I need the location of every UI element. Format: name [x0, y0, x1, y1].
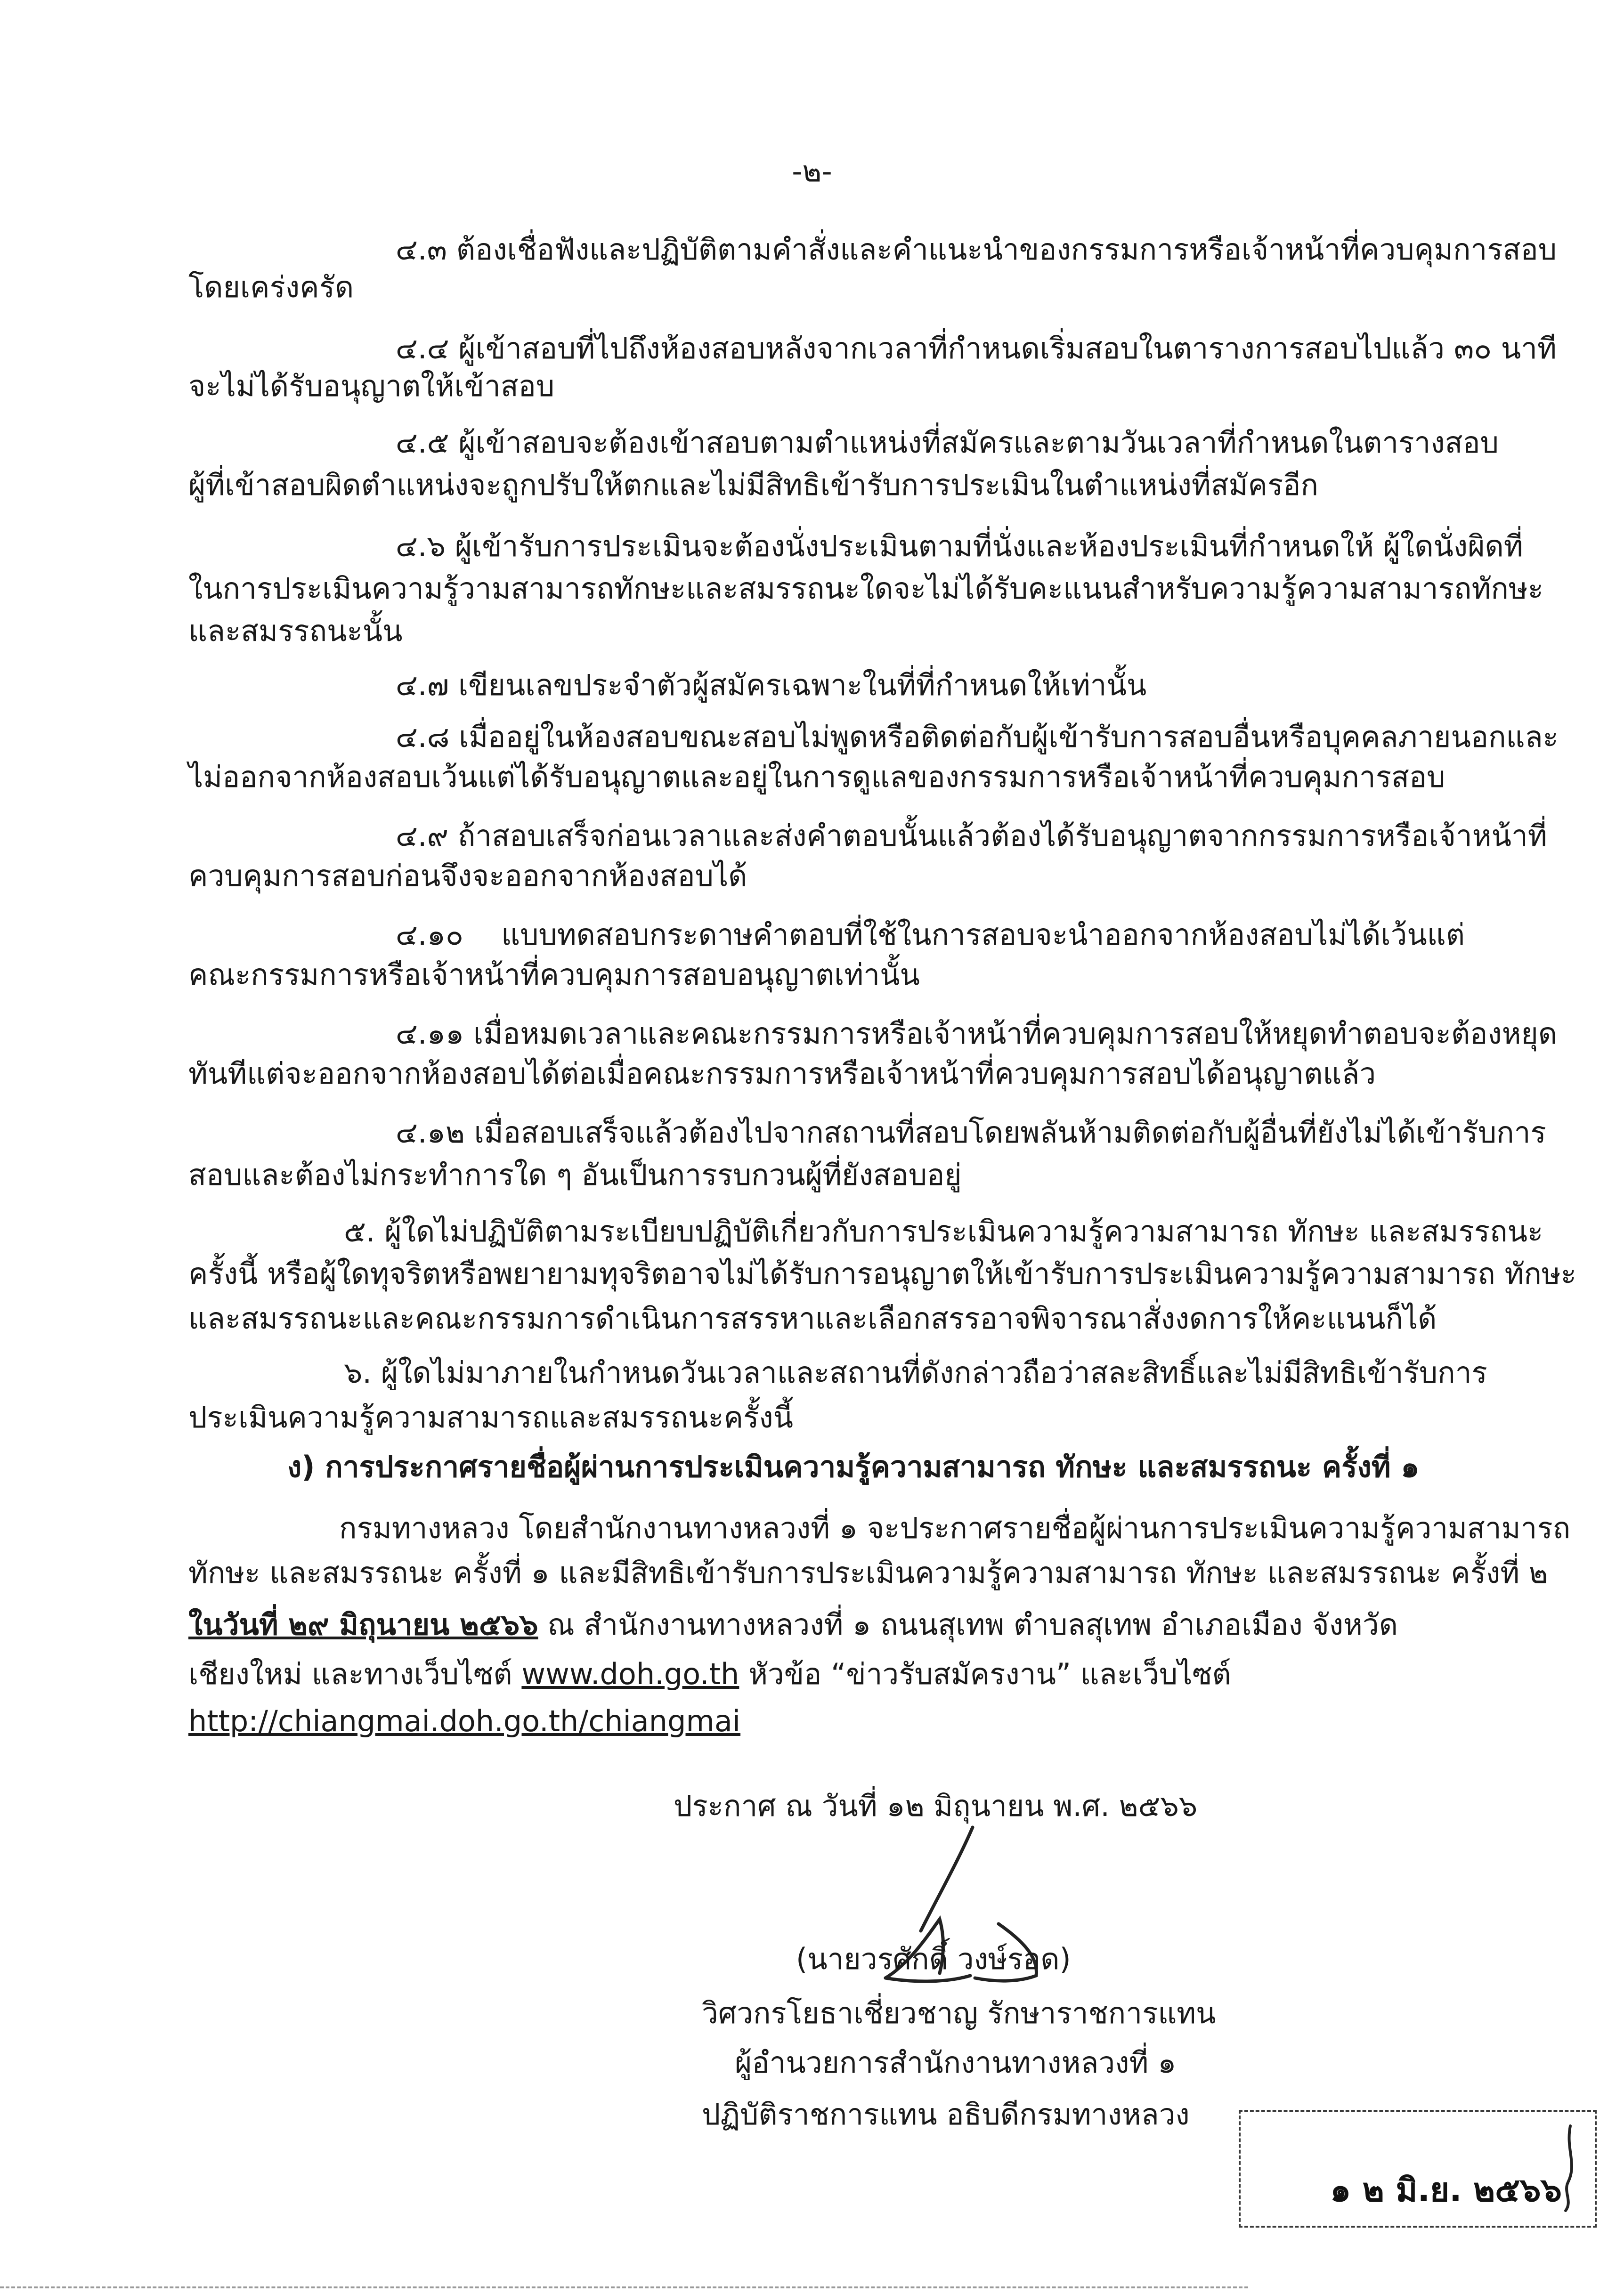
paragraph-5-line-2: ครั้งนี้ หรือผู้ใดทุจริตหรือพยายามทุจริตอาจไม่ได้รับการอนุญาตให้เข้ารับการประเมินความรู้ความสามารถ ทักษะ — [188, 1256, 1577, 1291]
paragraph-4-6-line-1: ๔.๖ ผู้เข้ารับการประเมินจะต้องนั่งประเมินตามที่นั่งและห้องประเมินที่กำหนดให้ ผู้ใดนั่งผิดที่ — [396, 529, 1523, 563]
paragraph-6-line-2: ประเมินความรู้ความสามารถและสมรรถนะครั้งนี้ — [188, 1400, 794, 1435]
announce-line-2: ทักษะ และสมรรถนะ ครั้งที่ ๑ และมีสิทธิเข้ารับการประเมินความรู้ความสามารถ ทักษะ และสมรรถนะ ครั้งที่ ๒ — [188, 1556, 1548, 1590]
announce-date-underlined: ในวันที่ ๒๙ มิถุนายน ๒๕๖๖ — [188, 1607, 538, 1642]
paragraph-4-9-line-1: ๔.๙ ถ้าสอบเสร็จก่อนเวลาและส่งคำตอบนั้นแล้วต้องได้รับอนุญาตจากกรรมการหรือเจ้าหน้าที่ — [396, 819, 1547, 853]
stamp-initial-mark — [1551, 2121, 1589, 2215]
website-link-chiangmai[interactable]: http://chiangmai.doh.go.th/chiangmai — [188, 1704, 741, 1738]
page-number: -๒- — [792, 154, 832, 188]
paragraph-4-6-line-3: และสมรรถนะนั้น — [188, 614, 403, 648]
paragraph-4-10-line-1: ๔.๑๐ แบบทดสอบกระดาษคำตอบที่ใช้ในการสอบจะนำออกจากห้องสอบไม่ได้เว้นแต่ — [396, 917, 1465, 952]
signer-title-1: วิศวกรโยธาเชี่ยวชาญ รักษาราชการแทน — [702, 1996, 1216, 2030]
receipt-stamp — [1239, 2110, 1597, 2228]
paragraph-4-10-line-2: คณะกรรมการหรือเจ้าหน้าที่ควบคุมการสอบอนุญาตเท่านั้น — [188, 957, 920, 992]
stamp-date: ๑ ๒ มิ.ย. ๒๕๖๖ — [1330, 2171, 1562, 2209]
paragraph-4-6-line-2: ในการประเมินความรู้วามสามารถทักษะและสมรรถนะใดจะไม่ได้รับคะแนนสำหรับความรู้ความสามารถทักษะ — [188, 571, 1544, 606]
announce-line-1: กรมทางหลวง โดยสำนักงานทางหลวงที่ ๑ จะประกาศรายชื่อผู้ผ่านการประเมินความรู้ความสามารถ — [339, 1511, 1571, 1545]
paragraph-4-8-line-2: ไม่ออกจากห้องสอบเว้นแต่ได้รับอนุญาตและอยู่ในการดูแลของกรรมการหรือเจ้าหน้าที่ควบคุมการสอบ — [188, 760, 1445, 794]
paragraph-5-line-3: และสมรรถนะและคณะกรรมการดำเนินการสรรหาและเลือกสรรอาจพิจารณาสั่งงดการให้คะแนนก็ได้ — [188, 1301, 1437, 1336]
signer-title-2: ผู้อำนวยการสำนักงานทางหลวงที่ ๑ — [735, 2045, 1177, 2080]
section-heading: ง) การประกาศรายชื่อผู้ผ่านการประเมินความรู้ความสามารถ ทักษะ และสมรรถนะ ครั้งที่ ๑ — [287, 1450, 1420, 1484]
announce-line-4-post: หัวข้อ “ข่าวรับสมัครงาน” และเว็บไซต์ — [739, 1657, 1231, 1691]
paragraph-4-12-line-2: สอบและต้องไม่กระทำการใด ๆ อันเป็นการรบกวนผู้ที่ยังสอบอยู่ — [188, 1158, 962, 1192]
paragraph-4-12-line-1: ๔.๑๒ เมื่อสอบเสร็จแล้วต้องไปจากสถานที่สอบโดยพลันห้ามติดต่อกับผู้อื่นที่ยังไม่ได้เข้ารับการ — [396, 1115, 1546, 1150]
paragraph-6-line-1: ๖. ผู้ใดไม่มาภายในกำหนดวันเวลาและสถานที่ดังกล่าวถือว่าสละสิทธิ์และไม่มีสิทธิเข้ารับการ — [344, 1355, 1487, 1390]
paragraph-4-5-line-1: ๔.๕ ผู้เข้าสอบจะต้องเข้าสอบตามตำแหน่งที่สมัครและตามวันเวลาที่กำหนดในตารางสอบ — [396, 425, 1499, 460]
bottom-scan-edge — [0, 2286, 1248, 2288]
website-link-doh[interactable]: www.doh.go.th — [521, 1657, 739, 1691]
paragraph-4-3-line-1: ๔.๓ ต้องเชื่อฟังและปฏิบัติตามคำสั่งและคำแนะนำของกรรมการหรือเจ้าหน้าที่ควบคุมการสอบ — [396, 232, 1557, 267]
paragraph-4-8-line-1: ๔.๘ เมื่ออยู่ในห้องสอบขณะสอบไม่พูดหรือติดต่อกับผู้เข้ารับการสอบอื่นหรือบุคคลภายนอกและ — [396, 720, 1559, 754]
paragraph-4-9-line-2: ควบคุมการสอบก่อนจึงจะออกจากห้องสอบได้ — [188, 859, 747, 893]
signer-name: (นายวรศักดิ์ วงษ์รอด) — [796, 1942, 1071, 1976]
paragraph-4-7-line-1: ๔.๗ เขียนเลขประจำตัวผู้สมัครเฉพาะในที่ที่กำหนดให้เท่านั้น — [396, 668, 1147, 702]
announce-date-line: ประกาศ ณ วันที่ ๑๒ มิถุนายน พ.ศ. ๒๕๖๖ — [674, 1789, 1198, 1823]
announce-line-3-rest: ณ สำนักงานทางหลวงที่ ๑ ถนนสุเทพ ตำบลสุเทพ อำเภอเมือง จังหวัด — [538, 1607, 1398, 1642]
signer-title-3: ปฏิบัติราชการแทน อธิบดีกรมทางหลวง — [702, 2097, 1190, 2132]
paragraph-4-11-line-2: ทันทีแต่จะออกจากห้องสอบได้ต่อเมื่อคณะกรรมการหรือเจ้าหน้าที่ควบคุมการสอบได้อนุญาตแล้ว — [188, 1056, 1376, 1091]
announce-line-4-pre: เชียงใหม่ และทางเว็บไซต์ — [188, 1657, 522, 1691]
paragraph-4-11-line-1: ๔.๑๑ เมื่อหมดเวลาและคณะกรรมการหรือเจ้าหน้าที่ควบคุมการสอบให้หยุดทำตอบจะต้องหยุด — [396, 1016, 1558, 1051]
paragraph-4-4-line-2: จะไม่ได้รับอนุญาตให้เข้าสอบ — [188, 369, 555, 403]
paragraph-4-3-line-2: โดยเคร่งครัด — [188, 270, 354, 304]
announce-line-3 — [188, 1601, 1465, 1648]
paragraph-5-line-1: ๕. ผู้ใดไม่ปฏิบัติตามระเบียบปฏิบัติเกี่ยวกับการประเมินความรู้ความสามารถ ทักษะ และสมรรถนะ — [344, 1214, 1543, 1248]
announce-line-4 — [188, 1651, 1465, 1698]
paragraph-4-5-line-2: ผู้ที่เข้าสอบผิดตำแหน่งจะถูกปรับให้ตกและไม่มีสิทธิเข้ารับการประเมินในตำแหน่งที่สมัครอีก — [188, 468, 1319, 502]
paragraph-4-4-line-1: ๔.๔ ผู้เข้าสอบที่ไปถึงห้องสอบหลังจากเวลาที่กำหนดเริ่มสอบในตารางการสอบไปแล้ว ๓๐ นาที — [396, 331, 1557, 365]
